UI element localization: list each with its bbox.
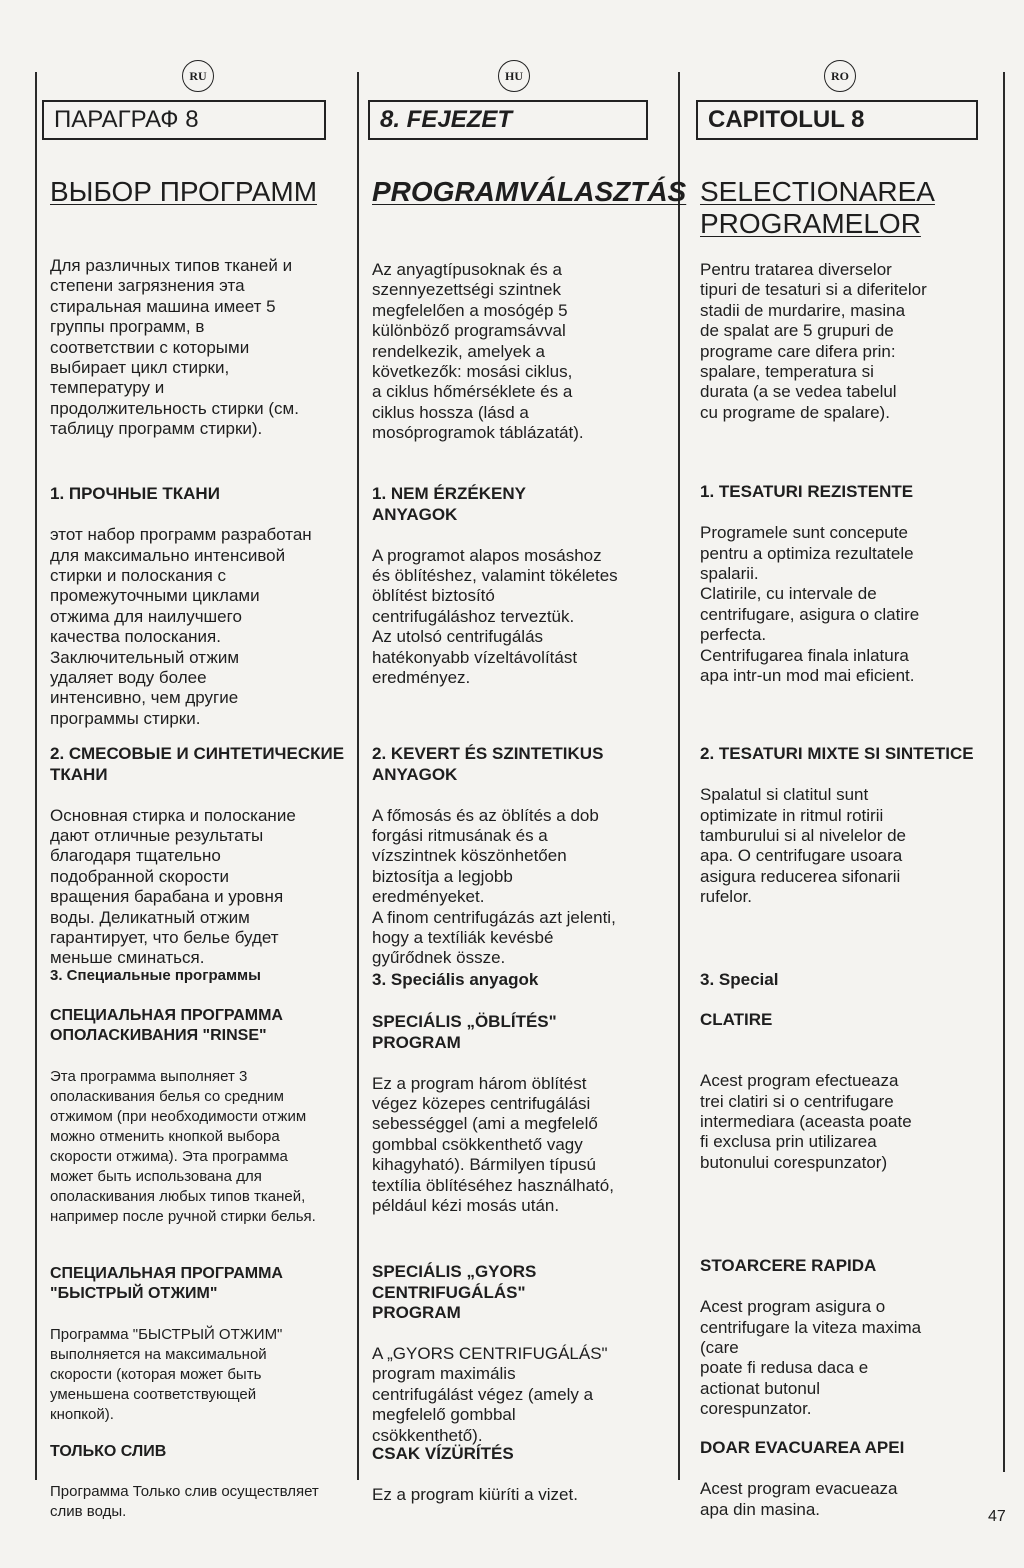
language-badge-ro: RO [824,60,856,92]
spin-heading-ru: СПЕЦИАЛЬНАЯ ПРОГРАММА "БЫСТРЫЙ ОТЖИМ" [50,1265,283,1303]
drain-body-ro: Acest program evacueaza apa din masina. [700,1479,898,1519]
section-2-body-hu: A főmosás és az öblítés a dob forgási ritmusának és a vízszintnek köszönhetően biztosítja a legjobb eredményeket. A finom centrifugázás azt jelenti, hogy a textíliák kevésbé gyűrődnek össze. [372,805,616,968]
column-divider-left [35,72,37,1480]
spin-body-hu: A „GYORS CENTRIFUGÁLÁS" program maximális centrifugálást végez (amely a megfelelő gombbal csökkenthető). [372,1344,608,1445]
section-title-ru: ВЫБОР ПРОГРАММ [50,176,318,207]
intro-text-hu: Az anyagtípusoknak és a szennyezettségi szintnek megfelelően a mosógép 5 különböző programsávval rendelkezik, amelyek a következők: mosási ciklus, a ciklus hőmérséklete és a ciklus hossza (lásd a mosóprogramok táblázatát). [372,260,584,443]
section-2-body-ru: Основная стирка и полоскание дают отличные результаты благодаря тщательно подобранной скорости вращения барабана и уровня воды. Деликатный отжим гарантирует, что белье будет меньше сминаться. [50,805,296,968]
chapter-heading-ro: CAPITOLUL 8 [696,100,978,140]
column-divider-1 [357,72,359,1480]
section-3-heading-ru: 3. Специальные программы [50,967,261,985]
drain-section-ro [700,1418,998,1540]
section-1-heading-hu: 1. NEM ÉRZÉKENY ANYAGOK [372,484,526,524]
column-divider-right [1003,72,1005,1472]
drain-heading-ro: DOAR EVACUAREA APEI [700,1438,905,1458]
section-1-ro [700,462,998,707]
section-2-heading-ru: 2. СМЕСОВЫЕ И СИНТЕТИЧЕСКИЕ ТКАНИ [50,744,345,784]
rinse-section-ro [700,990,998,1194]
spin-section-ro [700,1236,998,1440]
section-1-body-ru: этот набор программ разработан для максимально интенсивой стирки и полоскания с промежуточными циклами отжима для наилучшего качества полоскания. Заключительный отжим удаляет воду более интенсивно, чем другие программы стирки. [50,525,312,728]
section-1-ru [50,464,350,750]
spin-body-ro: Acest program asigura o centrifugare la viteza maxima (care poate fi redusa daca e actionat butonul corespunzator. [700,1297,922,1419]
section-3-heading-ro: 3. Special [700,970,779,990]
spin-section-ru [50,1244,350,1445]
section-1-hu [372,464,670,709]
drain-heading-hu: CSAK VÍZÜRÍTÉS [372,1444,514,1464]
page-number: 47 [988,1508,1006,1525]
rinse-body-ru: Эта программа выполняет 3 ополаскивания белья со средним отжимом (при необходимости отжим можно отменить кнопкой выбора скорости отжима). Эта программа может быть использована для ополаскивания любых типов тканей, например после ручной стирки белья. [50,1067,316,1225]
language-badge-ru: RU [182,60,214,92]
section-3-heading-hu: 3. Speciális anyagok [372,970,539,990]
intro-text-ru: Для различных типов тканей и степени загрязнения эта стиральная машина имеет 5 группы программ, в соответствии с которыми выбирает цикл стирки, температуру и продолжительность стирки (см. таблицу программ стирки). [50,256,299,439]
drain-section-ru [50,1422,350,1542]
column-divider-2 [678,72,680,1480]
section-2-ro [700,724,998,928]
section-title-hu: PROGRAMVÁLASZTÁS [372,176,687,207]
section-2-heading-ro: 2. TESATURI MIXTE SI SINTETICE [700,744,974,764]
chapter-heading-ru: ПАРАГРАФ 8 [42,100,326,140]
drain-body-hu: Ez a program kiüríti a vizet. [372,1485,578,1505]
rinse-section-ru [50,986,350,1247]
section-1-heading-ro: 1. TESATURI REZISTENTE [700,482,914,502]
section-1-body-ro: Programele sunt concepute pentru a optimiza rezultatele spalarii. Clatirile, cu intervale de centrifugare, asigura o clatire perfecta. Centrifugarea finala inlatura apa intr-un mod mai eficient. [700,523,920,686]
rinse-body-hu: Ez a program három öblítést végez közepes centrifugálási sebességgel (ami a megfelelő gombbal csökkenthető vagy kihagyható). Bármilyen típusú textília öblítéséhez használható, például kézi mosás után. [372,1073,614,1216]
language-badge-hu: HU [498,60,530,92]
spin-body-ru: Программа "БЫСТРЫЙ ОТЖИМ" выполняется на максимальной скорости (которая может быть уменьшена соответствующей кнопкой). [50,1325,283,1423]
intro-text-ro: Pentru tratarea diverselor tipuri de tesaturi si a diferitelor stadii de murdarire, masina de spalat are 5 grupuri de programe care difera prin: spalare, temperatura si durata (a se vedea tabelul cu programe de spalare). [700,260,927,422]
chapter-heading-hu: 8. FEJEZET [368,100,648,140]
rinse-heading-ro: CLATIRE [700,1010,773,1030]
rinse-body-ro: Acest program efectueaza trei clatiri si o centrifugare intermediara (aceasta poate fi exclusa prin utilizarea butonului corespunzator) [700,1071,912,1172]
section-1-body-hu: A programot alapos mosáshoz és öblítéshez, valamint tökéletes öblítést biztosító centrifugáláshoz terveztük. Az utolsó centrifugálás hatékonyabb vízeltávolítást eredményez. [372,545,618,688]
rinse-section-hu [372,992,670,1237]
drain-heading-ru: ТОЛЬКО СЛИВ [50,1443,167,1460]
spin-heading-ro: STOARCERE RAPIDA [700,1256,877,1276]
rinse-heading-hu: SPECIÁLIS „ÖBLÍTÉS" PROGRAM [372,1012,557,1052]
section-2-heading-hu: 2. KEVERT ÉS SZINTETIKUS ANYAGOK [372,744,604,784]
drain-section-hu [372,1424,670,1526]
section-1-heading-ru: 1. ПРОЧНЫЕ ТКАНИ [50,484,220,504]
drain-body-ru: Программа Только слив осуществляет слив воды. [50,1483,319,1521]
spin-heading-hu: SPECIÁLIS „GYORS CENTRIFUGÁLÁS" PROGRAM [372,1262,537,1323]
rinse-heading-ru: СПЕЦИАЛЬНАЯ ПРОГРАММА ОПОЛАСКИВАНИЯ "RINSE" [50,1007,283,1045]
section-2-body-ro: Spalatul si clatitul sunt optimizate in ritmul rotirii tamburului si al nivelelor de apa. O centrifugare usoara asigura reducerea sifonarii rufelor. [700,785,906,907]
section-title-ro: SELECTIONAREA PROGRAMELOR [700,176,935,239]
